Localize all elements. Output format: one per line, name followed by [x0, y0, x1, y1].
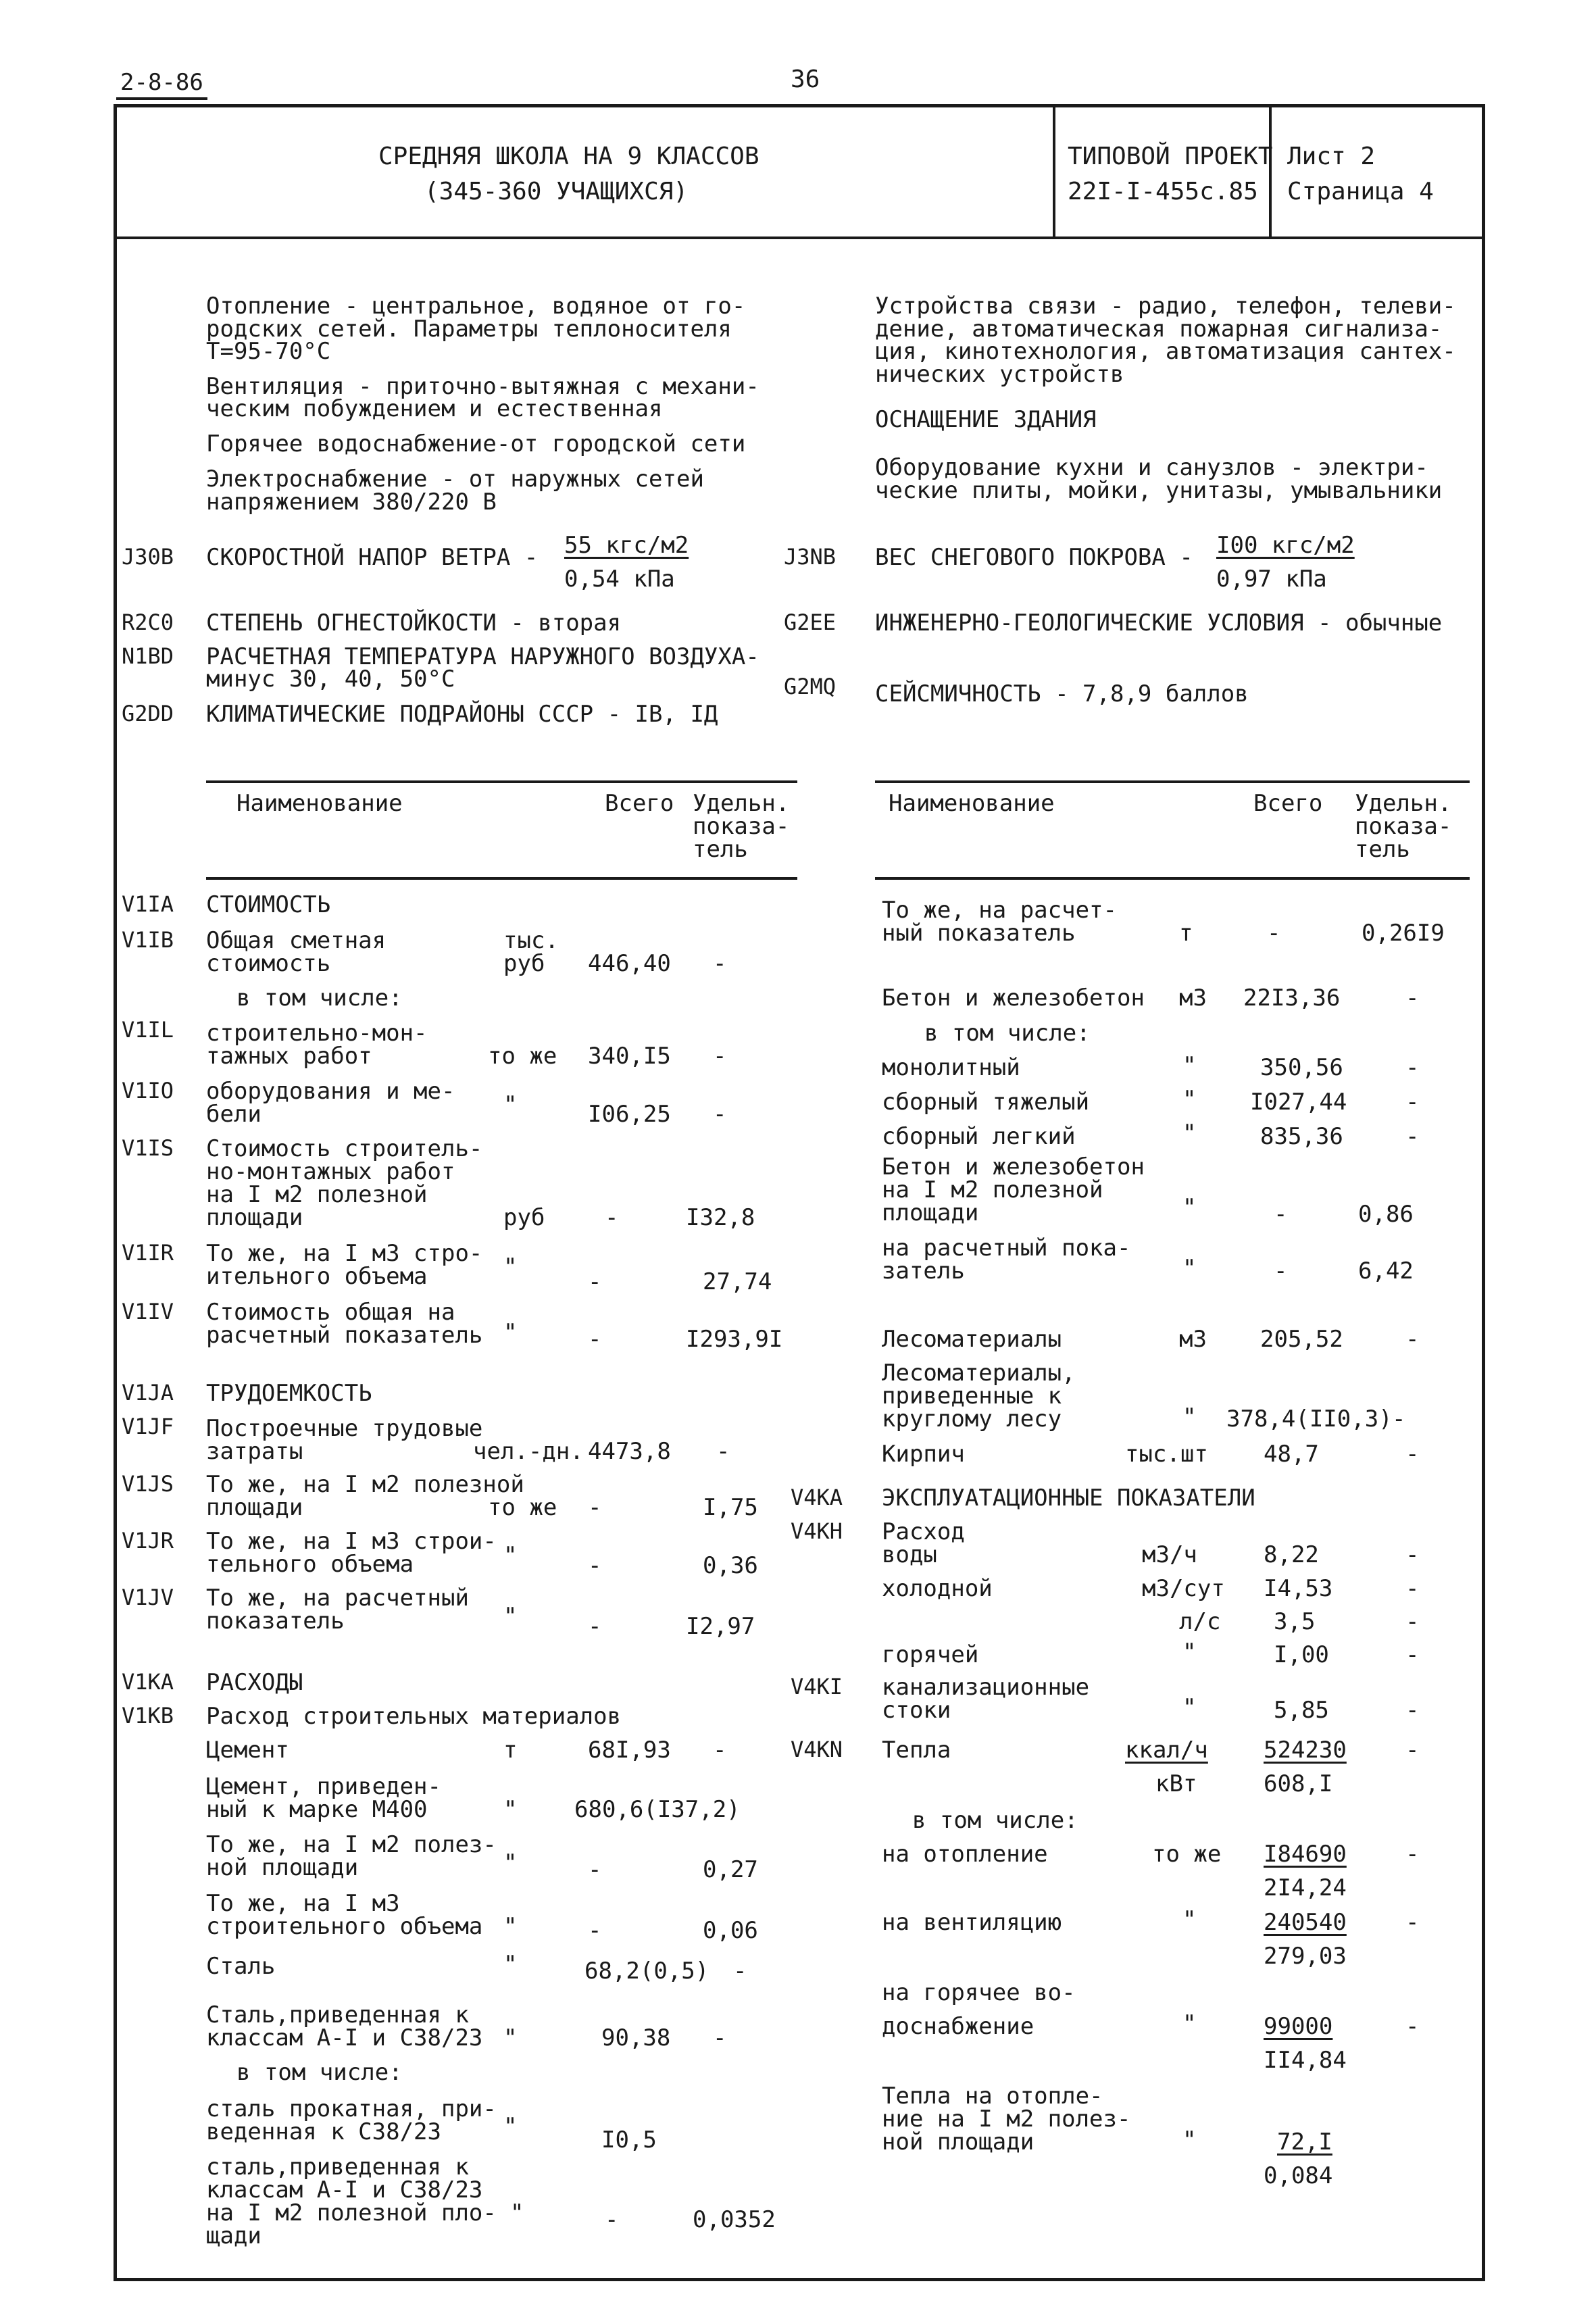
- intro-left-line: Вентиляция - приточно-вытяжная с механи-: [206, 373, 759, 400]
- row-code: V1IV: [122, 1299, 174, 1324]
- row-code: V4KI: [791, 1674, 843, 1699]
- row-name: ительного объема: [206, 1263, 428, 1290]
- row-total: 0,084: [1264, 2162, 1333, 2189]
- row-name: Бетон и железобетон: [882, 1153, 1145, 1180]
- intro-left-line: ческим побуждением и естественная: [206, 395, 663, 422]
- row-spec: 0,06: [703, 1917, 758, 1944]
- row-name: приведенные к: [882, 1383, 1062, 1410]
- row-spec: -: [1405, 1089, 1420, 1116]
- row-spec: -: [713, 1737, 727, 1764]
- title-line-1: СРЕДНЯЯ ШКОЛА НА 9 КЛАССОВ: [378, 143, 759, 170]
- snow-value-kgs: I00 кгс/м2: [1216, 532, 1355, 559]
- row-unit: м3: [1179, 985, 1207, 1012]
- left-col-total: Всего: [605, 790, 674, 817]
- row-name: площади: [206, 1494, 303, 1521]
- row-name: Расход: [882, 1518, 965, 1545]
- row-total: 8,22: [1264, 1541, 1319, 1568]
- row-spec: -: [1405, 1737, 1420, 1764]
- row-code: V1IR: [122, 1240, 174, 1266]
- row-name: на I м2 полезной: [206, 1181, 428, 1208]
- row-code: V1IL: [122, 1017, 174, 1043]
- row-name: в том числе:: [236, 985, 403, 1012]
- row-spec: -: [1392, 1405, 1406, 1433]
- row-total: I84690: [1264, 1841, 1347, 1868]
- intro-left-line: Электроснабжение - от наружных сетей: [206, 466, 704, 493]
- right-table-header-rule: [875, 877, 1470, 880]
- row-code: V1JF: [122, 1414, 174, 1439]
- right-table-top-rule: [875, 780, 1470, 783]
- row-unit: ": [1182, 1052, 1197, 1079]
- row-code: V1KA: [122, 1669, 174, 1695]
- code-geo: G2EE: [784, 609, 837, 635]
- row-total: 680,6(I37,2): [574, 1796, 741, 1823]
- row-total: 68,2(0,5): [584, 1958, 709, 1985]
- row-name: затель: [882, 1258, 965, 1285]
- row-name: Сталь,приведенная к: [206, 2001, 469, 2028]
- left-col-spec: Удельн.: [693, 790, 790, 817]
- row-spec: 0,27: [703, 1856, 758, 1883]
- row-code: V1JS: [122, 1471, 174, 1497]
- row-name: оборудования и ме-: [206, 1078, 455, 1105]
- row-name: на расчетный пока-: [882, 1235, 1131, 1262]
- row-total: 48,7: [1264, 1441, 1319, 1468]
- row-name: То же, на I м3 строи-: [206, 1528, 497, 1555]
- row-total: -: [588, 1268, 602, 1295]
- row-spec: -: [733, 1958, 747, 1985]
- intro-right-line: Устройства связи - радио, телефон, телеви-: [875, 293, 1456, 320]
- row-name: стоимость: [206, 950, 331, 977]
- row-total: 340,I5: [588, 1043, 671, 1070]
- row-unit: м3/ч: [1142, 1541, 1197, 1568]
- row-unit: ": [510, 2199, 524, 2226]
- row-name: ной площади: [882, 2129, 1034, 2156]
- row-unit: руб: [503, 950, 545, 977]
- row-name: Бетон и железобетон: [882, 985, 1145, 1012]
- row-unit: ": [1182, 2126, 1197, 2154]
- row-name: То же, на I м3: [206, 1890, 400, 1917]
- row-total: 68I,93: [588, 1737, 671, 1764]
- row-total: II4,84: [1264, 2047, 1347, 2074]
- row-spec: 27,74: [703, 1268, 772, 1295]
- row-unit: то же: [1152, 1841, 1222, 1868]
- row-unit: ": [1182, 1694, 1197, 1721]
- row-unit: ": [1182, 1194, 1197, 1221]
- row-code: V4KA: [791, 1485, 843, 1510]
- row-spec: -: [1405, 1608, 1420, 1635]
- row-name: на горячее во-: [882, 1979, 1076, 2006]
- row-code: V1JA: [122, 1380, 174, 1405]
- climate-subregions: КЛИМАТИЧЕСКИЕ ПОДРАЙОНЫ СССР - IB, IД: [206, 701, 718, 728]
- section-expenses: РАСХОДЫ: [206, 1669, 303, 1696]
- row-total: 378,4(II0,3): [1226, 1405, 1393, 1433]
- row-name: Цемент, приведен-: [206, 1773, 441, 1800]
- row-name: Стоимость общая на: [206, 1299, 455, 1326]
- project-line-1: ТИПОВОЙ ПРОЕКТ: [1068, 143, 1273, 170]
- snow-label: ВЕС СНЕГОВОГО ПОКРОВА -: [875, 544, 1193, 571]
- row-unit: ": [503, 1796, 518, 1823]
- row-code: V4KH: [791, 1518, 843, 1544]
- row-name: Сталь: [206, 1953, 276, 1980]
- row-code: V1IA: [122, 891, 174, 917]
- row-name: Общая сметная: [206, 927, 386, 954]
- row-spec: 0,86: [1358, 1201, 1414, 1228]
- intro-left-line: Горячее водоснабжение-от городской сети: [206, 430, 746, 457]
- section-labor: ТРУДОЕМКОСТЬ: [206, 1380, 372, 1407]
- row-unit: кВт: [1155, 1770, 1197, 1797]
- code-fire: R2C0: [122, 609, 174, 635]
- row-total: 240540: [1264, 1909, 1347, 1936]
- intro-right-line: дение, автоматическая пожарная сигнализа-: [875, 316, 1443, 343]
- row-total: -: [588, 1613, 602, 1640]
- row-total: 2I4,24: [1264, 1874, 1347, 1901]
- row-unit: руб: [503, 1204, 545, 1231]
- row-total: -: [1274, 1258, 1288, 1285]
- row-unit: ": [1182, 1906, 1197, 1933]
- row-name: щади: [206, 2222, 261, 2249]
- row-name: Лесоматериалы: [882, 1326, 1062, 1353]
- row-total: -: [605, 2206, 619, 2233]
- row-spec: -: [1405, 1909, 1420, 1936]
- row-unit: ": [503, 1091, 518, 1118]
- row-spec: -: [1405, 1575, 1420, 1602]
- row-name: Расход строительных материалов: [206, 1703, 622, 1730]
- title-block-divider-2: [1269, 104, 1272, 238]
- code-seismic: G2MQ: [784, 674, 837, 699]
- row-name: горячей: [882, 1641, 979, 1668]
- row-name: сталь,приведенная к: [206, 2154, 469, 2181]
- right-col-spec: показа-: [1355, 813, 1452, 840]
- row-spec: -: [716, 1438, 730, 1465]
- row-total: -: [1267, 920, 1281, 947]
- intro-left-line: T=95-70°C: [206, 338, 331, 365]
- row-spec: 0,26I9: [1362, 920, 1445, 947]
- row-name: ный показатель: [882, 920, 1076, 947]
- row-name: на I м2 полезной пло-: [206, 2199, 497, 2226]
- row-name: классам А-I и С38/23: [206, 2024, 483, 2051]
- right-col-spec: тель: [1355, 836, 1410, 863]
- outdoor-temp-line-1: РАСЧЕТНАЯ ТЕМПЕРАТУРА НАРУЖНОГО ВОЗДУХА-: [206, 643, 759, 670]
- sheet-number: Лист 2: [1287, 143, 1376, 170]
- row-unit: м3: [1179, 1326, 1207, 1353]
- row-name: ной площади: [206, 1854, 359, 1881]
- row-total: -: [1274, 1201, 1288, 1228]
- row-total: I,00: [1274, 1641, 1329, 1668]
- row-name: веденная к С38/23: [206, 2118, 441, 2145]
- row-name: но-монтажных работ: [206, 1158, 455, 1185]
- row-name: Кирпич: [882, 1441, 965, 1468]
- row-unit: м3/сут: [1142, 1575, 1225, 1602]
- row-unit: ": [1182, 1255, 1197, 1282]
- row-total: 279,03: [1264, 1943, 1347, 1970]
- row-spec: -: [713, 1101, 727, 1128]
- code-snow: J3NB: [784, 544, 837, 570]
- row-name: классам А-I и С38/23: [206, 2176, 483, 2204]
- row-code: V1JV: [122, 1585, 174, 1610]
- row-total: -: [588, 1494, 602, 1521]
- right-col-name: Наименование: [889, 790, 1055, 817]
- row-total: 608,I: [1264, 1770, 1333, 1797]
- doc-code: 2-8-86: [120, 69, 203, 96]
- row-total: -: [588, 1552, 602, 1579]
- row-spec: 6,42: [1358, 1258, 1414, 1285]
- row-name: Тепла: [882, 1737, 951, 1764]
- intro-left-line: родских сетей. Параметры теплоносителя: [206, 316, 732, 343]
- row-spec: -: [1405, 985, 1420, 1012]
- row-total: 3,5: [1274, 1608, 1316, 1635]
- title-block-divider-1: [1053, 104, 1055, 238]
- row-unit: ": [503, 2024, 518, 2051]
- intro-right-line: нических устройств: [875, 361, 1124, 388]
- row-unit: ": [1182, 1086, 1197, 1113]
- row-code: V1IO: [122, 1078, 174, 1103]
- row-name: ние на I м2 полез-: [882, 2106, 1131, 2133]
- page-number: 36: [791, 66, 820, 93]
- code-wind: J30B: [122, 544, 174, 570]
- row-name: Стоимость строитель-: [206, 1135, 483, 1162]
- row-name: в том числе:: [924, 1020, 1091, 1047]
- row-name: ный к марке М400: [206, 1796, 428, 1823]
- row-total: I027,44: [1250, 1089, 1347, 1116]
- row-name: То же, на I м2 полезной: [206, 1471, 524, 1498]
- row-code: V1IB: [122, 927, 174, 953]
- row-code: V1KB: [122, 1703, 174, 1728]
- row-name: монолитный: [882, 1054, 1020, 1081]
- row-unit: чел.-дн.: [473, 1438, 584, 1465]
- row-name: То же, на расчетный: [206, 1585, 469, 1612]
- row-name: Построечные трудовые: [206, 1415, 483, 1442]
- row-total: -: [588, 1326, 602, 1353]
- row-total: 5,85: [1274, 1697, 1329, 1724]
- row-name: на отопление: [882, 1841, 1048, 1868]
- row-total: 4473,8: [588, 1438, 671, 1465]
- row-unit: ": [1182, 1639, 1197, 1666]
- row-name: круглому лесу: [882, 1405, 1062, 1433]
- row-name: на вентиляцию: [882, 1909, 1062, 1936]
- intro-right-line: Оборудование кухни и санузлов - электри-: [875, 454, 1428, 481]
- row-unit: ": [1182, 1120, 1197, 1147]
- row-name: бели: [206, 1101, 261, 1128]
- intro-left-line: Отопление - центральное, водяное от го-: [206, 293, 746, 320]
- row-name: То же, на расчет-: [882, 897, 1117, 924]
- row-spec: I293,9I: [686, 1326, 783, 1353]
- row-spec: -: [713, 2024, 727, 2051]
- wind-label: СКОРОСТНОЙ НАПОР ВЕТРА -: [206, 544, 539, 571]
- row-unit: ": [503, 1319, 518, 1346]
- row-total: 350,56: [1260, 1054, 1343, 1081]
- row-unit: т: [1179, 920, 1193, 947]
- row-unit: то же: [488, 1043, 557, 1070]
- row-unit: ": [503, 1849, 518, 1876]
- row-total: -: [605, 1204, 619, 1231]
- geo-conditions: ИНЖЕНЕРНО-ГЕОЛОГИЧЕСКИЕ УСЛОВИЯ - обычные: [875, 609, 1443, 637]
- title-block-bottom-line: [114, 237, 1485, 239]
- row-total: 99000: [1264, 2013, 1333, 2040]
- row-total: 90,38: [601, 2024, 671, 2051]
- project-line-2: 22I-I-455с.85: [1068, 178, 1258, 205]
- row-total: 205,52: [1260, 1326, 1343, 1353]
- intro-left-line: напряжением 380/220 В: [206, 489, 497, 516]
- outdoor-temp-line-2: минус 30, 40, 50°C: [206, 666, 455, 693]
- row-name: в том числе:: [236, 2059, 403, 2086]
- row-unit: ": [503, 1951, 518, 1978]
- row-name: в том числе:: [912, 1807, 1078, 1834]
- row-total: 524230: [1264, 1737, 1347, 1764]
- row-spec: -: [1405, 1541, 1420, 1568]
- row-name: площади: [206, 1204, 303, 1231]
- code-climate: G2DD: [122, 701, 174, 726]
- row-name: канализационные: [882, 1674, 1090, 1701]
- row-name: расчетный показатель: [206, 1322, 483, 1349]
- row-name: показатель: [206, 1608, 345, 1635]
- row-spec: -: [713, 1043, 727, 1070]
- row-spec: -: [1405, 2013, 1420, 2040]
- wind-value-kgs: 55 кгс/м2: [564, 532, 689, 559]
- row-name: площади: [882, 1199, 979, 1226]
- row-spec: I,75: [703, 1494, 758, 1521]
- row-total: 72,I: [1277, 2129, 1332, 2156]
- right-col-total: Всего: [1253, 790, 1323, 817]
- row-name: Цемент: [206, 1737, 289, 1764]
- row-total: -: [588, 1917, 602, 1944]
- row-name: тельного объема: [206, 1551, 414, 1578]
- row-unit: тыс.: [503, 927, 559, 954]
- left-table-top-rule: [206, 780, 797, 783]
- row-unit: л/с: [1179, 1608, 1221, 1635]
- wind-value-kpa: 0,54 кПа: [564, 566, 675, 593]
- row-spec: -: [1405, 1841, 1420, 1868]
- row-spec: 0,0352: [693, 2206, 776, 2233]
- left-col-spec: показа-: [693, 813, 790, 840]
- row-name: То же, на I м2 полез-: [206, 1831, 497, 1858]
- row-name: Лесоматериалы,: [882, 1360, 1076, 1387]
- left-table-header-rule: [206, 877, 797, 880]
- row-unit: ": [503, 1913, 518, 1940]
- row-name: затраты: [206, 1438, 303, 1465]
- row-total: I4,53: [1264, 1575, 1333, 1602]
- row-name: Тепла на отопле-: [882, 2083, 1103, 2110]
- seismicity: СЕЙСМИЧНОСТЬ - 7,8,9 баллов: [875, 680, 1249, 707]
- row-unit: ": [503, 1542, 518, 1569]
- row-unit: ккал/ч: [1125, 1737, 1208, 1764]
- doc-code-underline: [116, 97, 207, 100]
- row-spec: I2,97: [686, 1613, 755, 1640]
- row-unit: ": [503, 1253, 518, 1280]
- section-cost: СТОИМОСТЬ: [206, 891, 331, 918]
- row-unit: ": [1182, 1403, 1197, 1430]
- row-unit: ": [503, 2113, 518, 2140]
- row-unit: т: [503, 1737, 518, 1764]
- row-name: воды: [882, 1541, 937, 1568]
- fire-resistance: СТЕПЕНЬ ОГНЕСТОЙКОСТИ - вторая: [206, 609, 622, 637]
- row-total: 835,36: [1260, 1123, 1343, 1150]
- row-total: -: [588, 1856, 602, 1883]
- row-name: строительного объема: [206, 1913, 483, 1940]
- row-spec: -: [1405, 1054, 1420, 1081]
- row-code: V1JR: [122, 1528, 174, 1553]
- right-col-spec: Удельн.: [1355, 790, 1452, 817]
- section-heading-equipment: ОСНАЩЕНИЕ ЗДАНИЯ: [875, 406, 1097, 433]
- row-name: на I м2 полезной: [882, 1176, 1103, 1203]
- row-unit: ": [503, 1603, 518, 1630]
- row-unit: ": [1182, 2010, 1197, 2037]
- snow-value-kpa: 0,97 кПа: [1216, 566, 1327, 593]
- row-unit: то же: [488, 1494, 557, 1521]
- row-name: строительно-мон-: [206, 1020, 428, 1047]
- intro-right-line: ческие плиты, мойки, унитазы, умывальники: [875, 477, 1443, 504]
- left-col-spec: тель: [693, 836, 748, 863]
- row-name: сталь прокатная, при-: [206, 2095, 497, 2122]
- row-spec: I32,8: [686, 1204, 755, 1231]
- row-spec: 0,36: [703, 1552, 758, 1579]
- row-total: I0,5: [601, 2126, 657, 2154]
- section-operational: ЭКСПЛУАТАЦИОННЫЕ ПОКАЗАТЕЛИ: [882, 1485, 1255, 1512]
- code-temp: N1BD: [122, 643, 174, 669]
- row-name: сборный легкий: [882, 1123, 1076, 1150]
- left-col-name: Наименование: [236, 790, 403, 817]
- row-spec: -: [1405, 1123, 1420, 1150]
- row-total: I06,25: [588, 1101, 671, 1128]
- intro-right-line: ция, кинотехнология, автоматизация сантех-: [875, 338, 1456, 365]
- row-name: доснабжение: [882, 2013, 1034, 2040]
- row-total: 22I3,36: [1243, 985, 1341, 1012]
- row-name: холодной: [882, 1575, 993, 1602]
- page-label: Страница 4: [1287, 178, 1434, 205]
- row-name: тажных работ: [206, 1043, 372, 1070]
- row-spec: -: [1405, 1441, 1420, 1468]
- row-code: V4KN: [791, 1737, 843, 1762]
- row-name: То же, на I м3 стро-: [206, 1240, 483, 1267]
- row-spec: -: [713, 950, 727, 977]
- row-name: сборный тяжелый: [882, 1089, 1090, 1116]
- row-total: 446,40: [588, 950, 671, 977]
- row-spec: -: [1405, 1697, 1420, 1724]
- row-code: V1IS: [122, 1135, 174, 1161]
- row-spec: -: [1405, 1326, 1420, 1353]
- row-spec: -: [1405, 1641, 1420, 1668]
- row-name: стоки: [882, 1697, 951, 1724]
- row-unit: тыс.шт: [1125, 1441, 1208, 1468]
- title-line-2: (345-360 УЧАЩИХСЯ): [424, 178, 689, 205]
